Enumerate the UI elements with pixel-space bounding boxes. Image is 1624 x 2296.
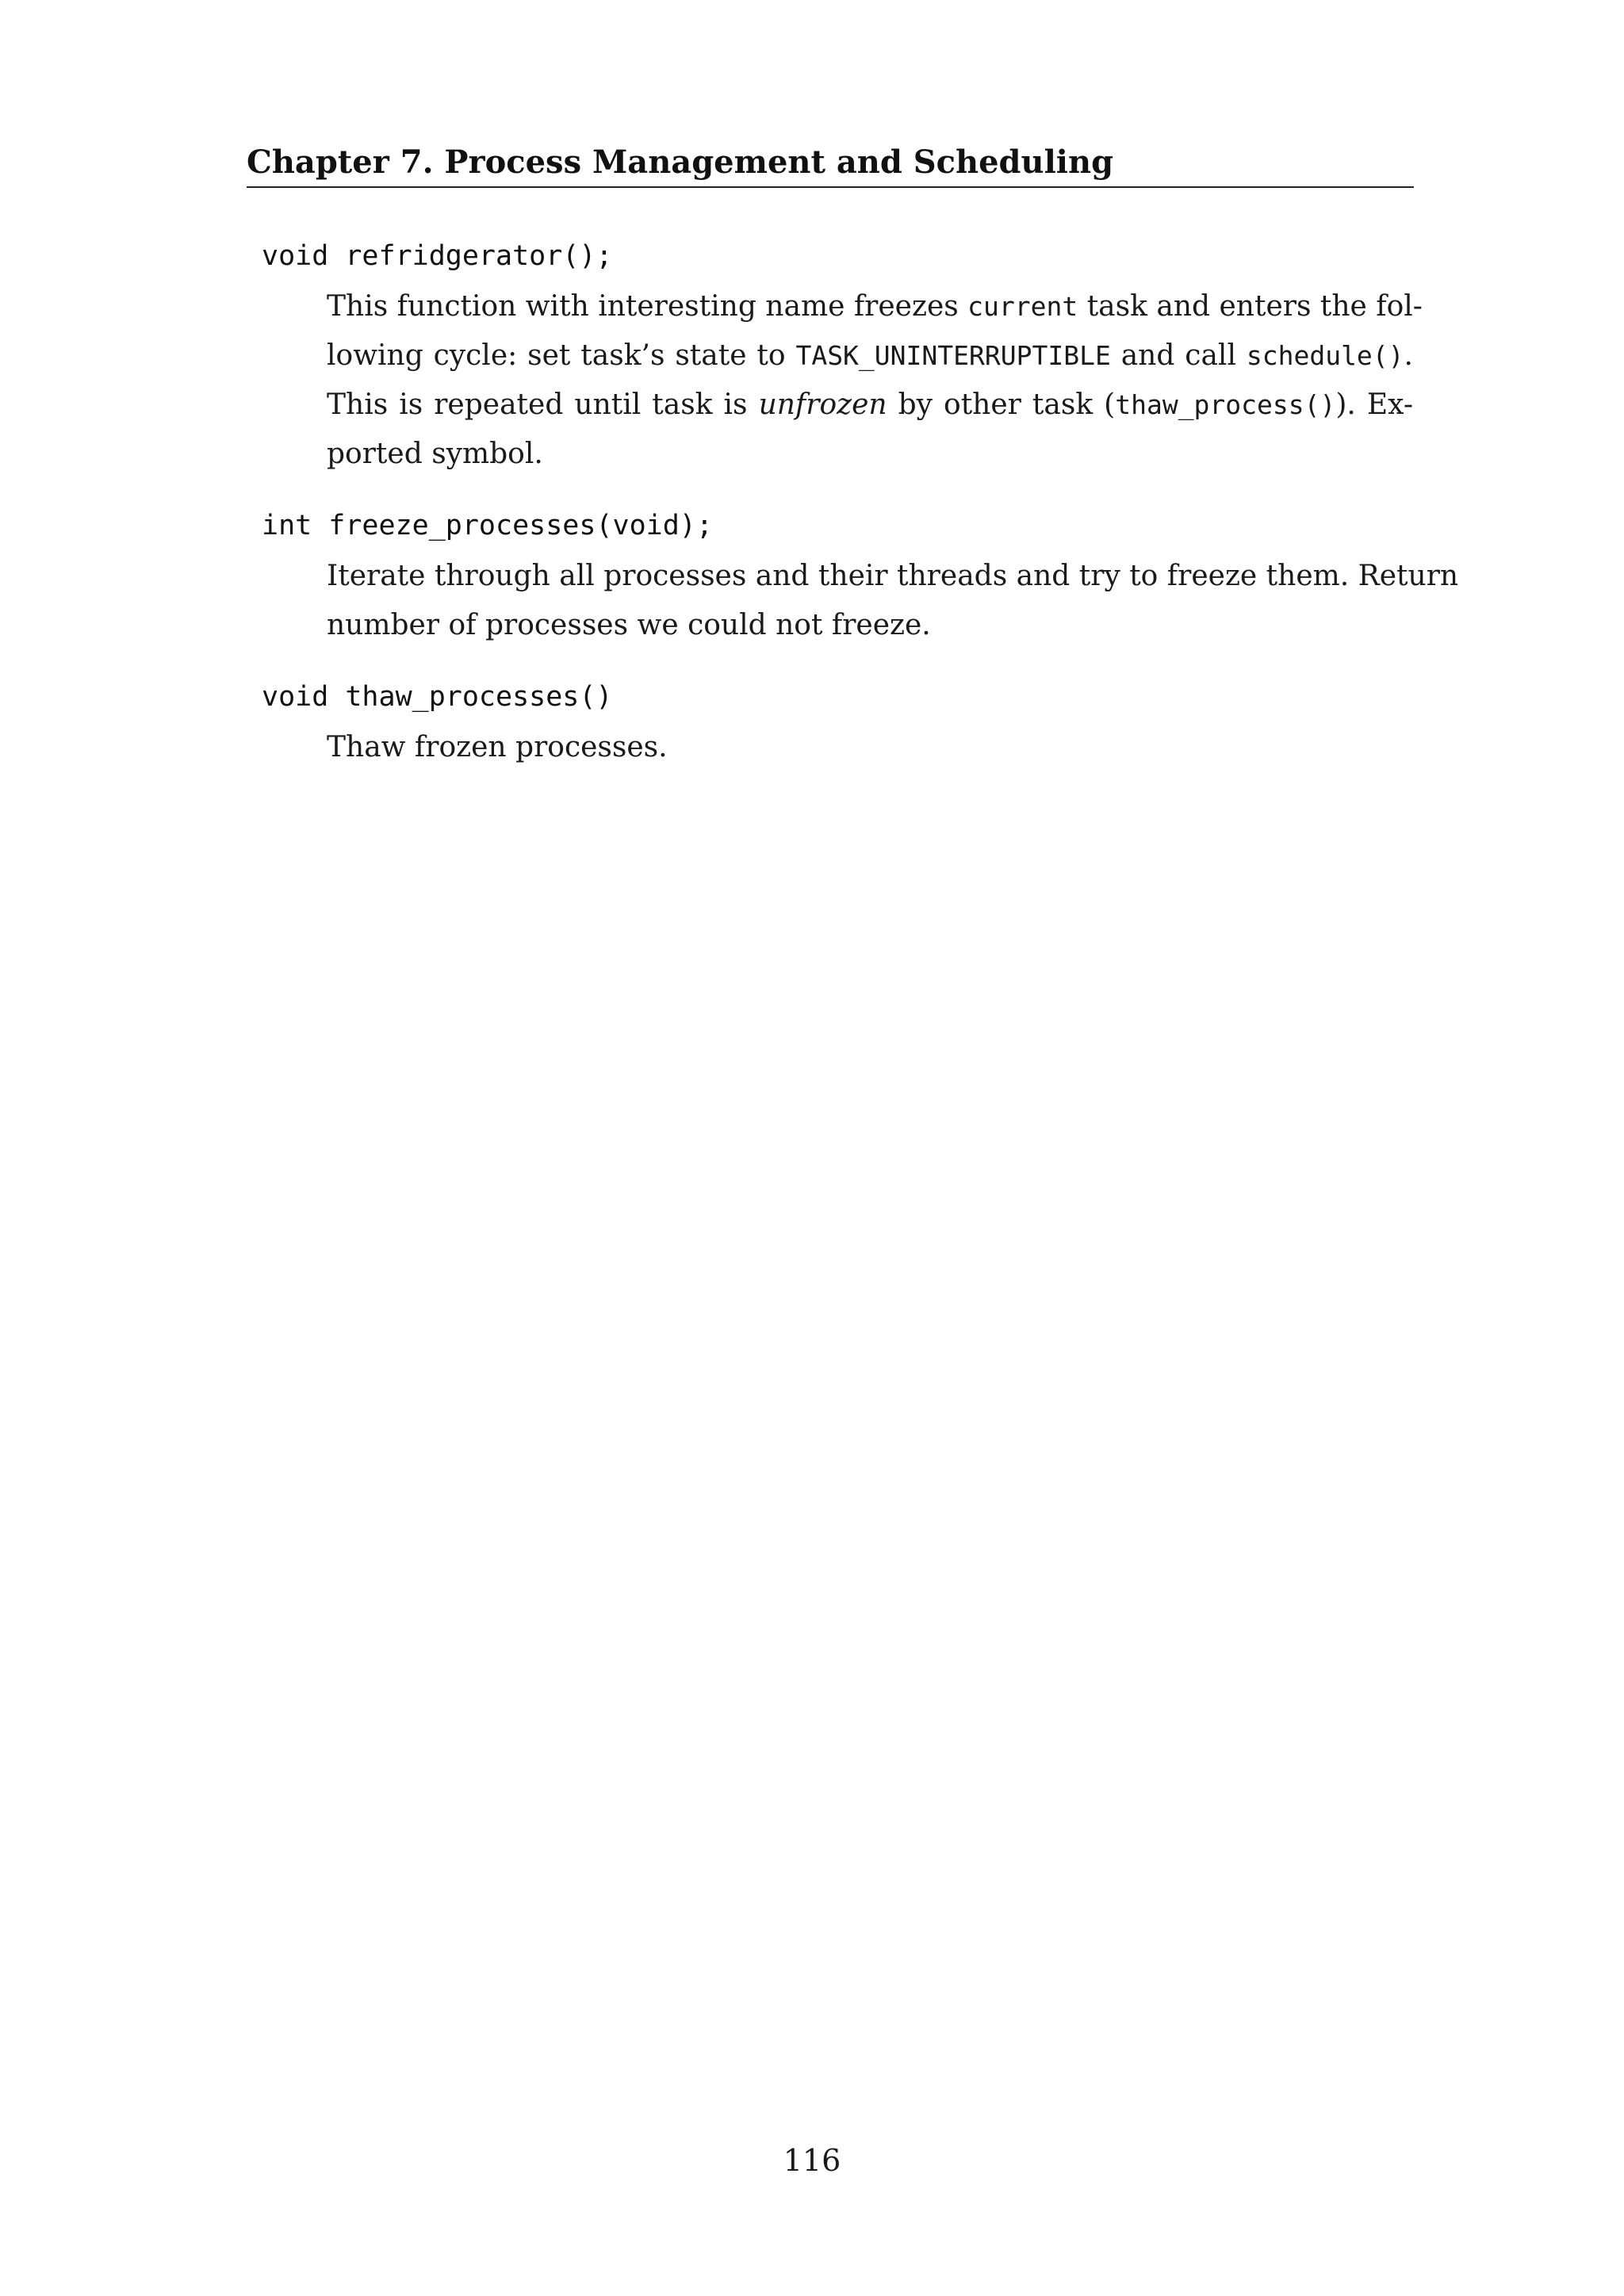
inline-code: thaw_process() — [1115, 389, 1336, 420]
inline-code: schedule() — [1246, 340, 1404, 371]
description-line: This is repeated until task is unfrozen by other task (thaw_process()). Ex- — [327, 388, 1414, 421]
description-line: lowing cycle: set task’s state to TASK_UNINTERRUPTIBLE and call schedule(). — [327, 339, 1413, 372]
inline-code: current — [967, 291, 1078, 322]
function-signature: int freeze_processes(void); — [262, 510, 713, 541]
header-rule — [247, 186, 1414, 188]
function-entry-freeze-processes — [262, 506, 1459, 650]
emphasis-text: unfrozen — [758, 388, 887, 421]
description-line: number of processes we could not freeze. — [327, 609, 931, 641]
function-entry-refridgerator — [262, 236, 1423, 479]
description-line: ported symbol. — [327, 438, 543, 470]
description-line: This function with interesting name freezes current task and enters the fol- — [327, 290, 1423, 323]
function-description — [327, 723, 1413, 772]
function-entry-thaw-processes — [262, 677, 1413, 772]
function-list — [262, 236, 1459, 799]
description-line: Iterate through all processes and their threads and try to freeze them. Return — [327, 560, 1459, 592]
inline-code: TASK_UNINTERRUPTIBLE — [795, 340, 1111, 371]
page-number: 116 — [783, 2143, 841, 2178]
running-header: Chapter 7. Process Management and Scheduling — [247, 144, 1114, 181]
function-signature: void refridgerator(); — [262, 240, 613, 272]
function-description — [327, 552, 1459, 650]
function-signature: void thaw_processes() — [262, 681, 613, 713]
function-description — [327, 282, 1423, 479]
description-line: Thaw frozen processes. — [327, 731, 668, 763]
